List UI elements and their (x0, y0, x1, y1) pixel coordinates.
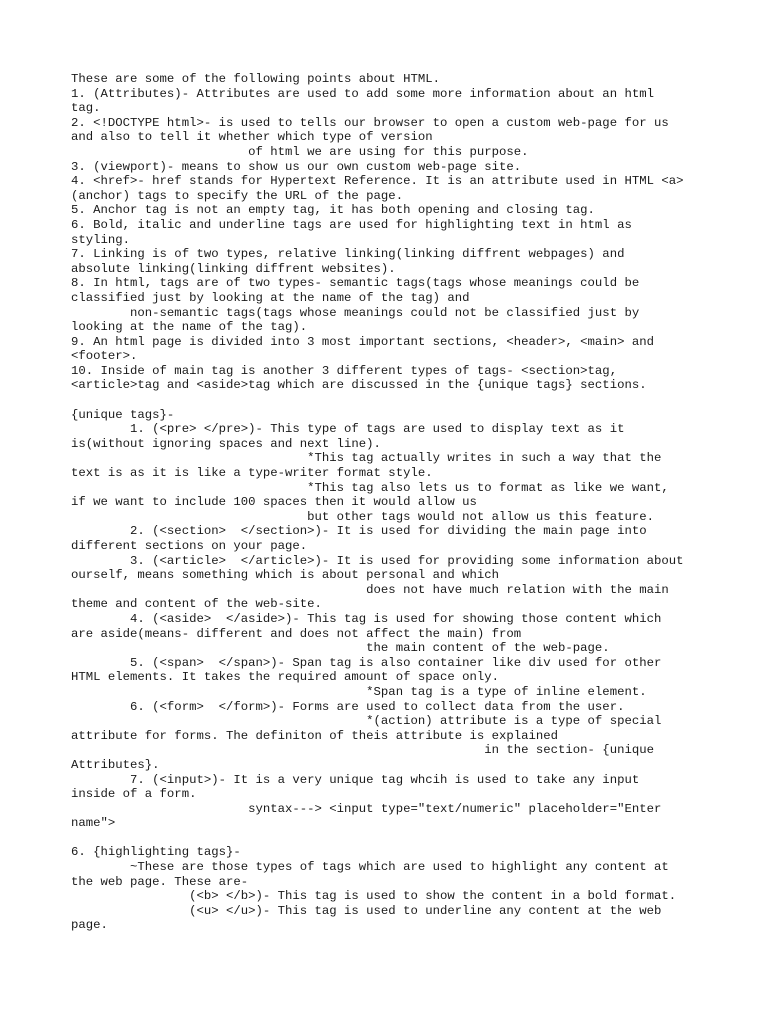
text-line: {unique tags}- (71, 407, 175, 422)
text-line: <footer>. (71, 349, 138, 364)
text-line: of html we are using for this purpose. (71, 144, 529, 159)
text-line: classified just by looking at the name of the tag) and (71, 290, 470, 305)
text-line: text is as it is like a type-writer format style. (71, 466, 433, 481)
text-line: (anchor) tags to specify the URL of the page. (71, 188, 404, 203)
text-line: *(action) attribute is a type of special (71, 714, 662, 729)
text-line: 6. (<form> </form>)- Forms are used to collect data from the user. (71, 699, 625, 714)
text-line: inside of a form. (71, 787, 197, 802)
text-line: These are some of the following points about HTML. (71, 72, 440, 86)
text-line: and also to tell it whether which type of version (71, 130, 433, 145)
text-line: 2. <!DOCTYPE html>- is used to tells our browser to open a custom web-page for us (71, 115, 669, 130)
text-line (71, 831, 711, 846)
text-line: 4. <href>- href stands for Hypertext Reference. It is an attribute used in HTML <a> (71, 174, 684, 189)
text-line: 3. (<article> </article>)- It is used for providing some information about (71, 553, 684, 568)
text-line: 8. In html, tags are of two types- semantic tags(tags whose meanings could be (71, 276, 640, 291)
text-line: attribute for forms. The definiton of theis attribute is explained (71, 728, 559, 743)
text-line: page. (71, 918, 108, 933)
text-line: 7. Linking is of two types, relative linking(linking diffrent webpages) and (71, 247, 625, 262)
text-line: looking at the name of the tag). (71, 320, 308, 335)
text-line: 7. (<input>)- It is a very unique tag whcih is used to take any input (71, 772, 640, 787)
text-line: *This tag actually writes in such a way that the (71, 451, 662, 466)
text-line: in the section- {unique (71, 743, 654, 758)
text-line: Attributes}. (71, 757, 160, 772)
text-line: 1. (Attributes)- Attributes are used to add some more information about an html (71, 86, 654, 101)
text-line: *Span tag is a type of inline element. (71, 684, 647, 699)
text-line: does not have much relation with the main (71, 582, 669, 597)
text-line: if we want to include 100 spaces then it would allow us (71, 495, 477, 510)
text-line: 5. (<span> </span>)- Span tag is also container like div used for other (71, 655, 662, 670)
text-line: the main content of the web-page. (71, 641, 610, 656)
text-line: (<u> </u>)- This tag is used to underline any content at the web (71, 903, 662, 918)
text-line: the web page. These are- (71, 874, 249, 889)
text-line: ourself, means something which is about personal and which (71, 568, 500, 583)
text-line: <article>tag and <aside>tag which are discussed in the {unique tags} sections. (71, 378, 647, 393)
text-line: 3. (viewport)- means to show us our own custom web-page site. (71, 159, 522, 174)
text-line: 2. (<section> </section>)- It is used for dividing the main page into (71, 524, 647, 539)
text-line: tag. (71, 101, 101, 116)
text-line: 6. {highlighting tags}- (71, 845, 241, 860)
text-line: styling. (71, 232, 131, 247)
text-line: absolute linking(linking diffrent websites). (71, 261, 396, 276)
text-line: 4. (<aside> </aside>)- This tag is used for showing those content which (71, 611, 662, 626)
text-line: different sections on your page. (71, 539, 308, 553)
text-line: 9. An html page is divided into 3 most important sections, <header>, <main> and (71, 334, 654, 349)
text-line: 6. Bold, italic and underline tags are used for highlighting text in html as (71, 217, 632, 232)
text-line: non-semantic tags(tags whose meanings could not be classified just by (71, 305, 640, 320)
text-line: 5. Anchor tag is not an empty tag, it has both opening and closing tag. (71, 203, 595, 218)
text-line: ~These are those types of tags which are used to highlight any content at (71, 860, 669, 875)
text-line: is(without ignoring spaces and next line). (71, 436, 381, 451)
text-line: theme and content of the web-site. (71, 597, 322, 612)
document-text (71, 72, 711, 933)
text-line: 10. Inside of main tag is another 3 different types of tags- <section>tag, (71, 363, 618, 378)
text-line: syntax---> <input type="text/numeric" placeholder="Enter (71, 801, 662, 816)
text-line (71, 393, 711, 408)
text-line: *This tag also lets us to format as like we want, (71, 480, 669, 495)
text-line: HTML elements. It takes the required amount of space only. (71, 670, 500, 685)
text-line: (<b> </b>)- This tag is used to show the content in a bold format. (71, 889, 677, 904)
text-line: name"> (71, 816, 116, 831)
text-line: 1. (<pre> </pre>)- This type of tags are used to display text as it (71, 422, 625, 437)
text-line: are aside(means- different and does not affect the main) from (71, 626, 522, 641)
text-line: but other tags would not allow us this feature. (71, 509, 654, 524)
